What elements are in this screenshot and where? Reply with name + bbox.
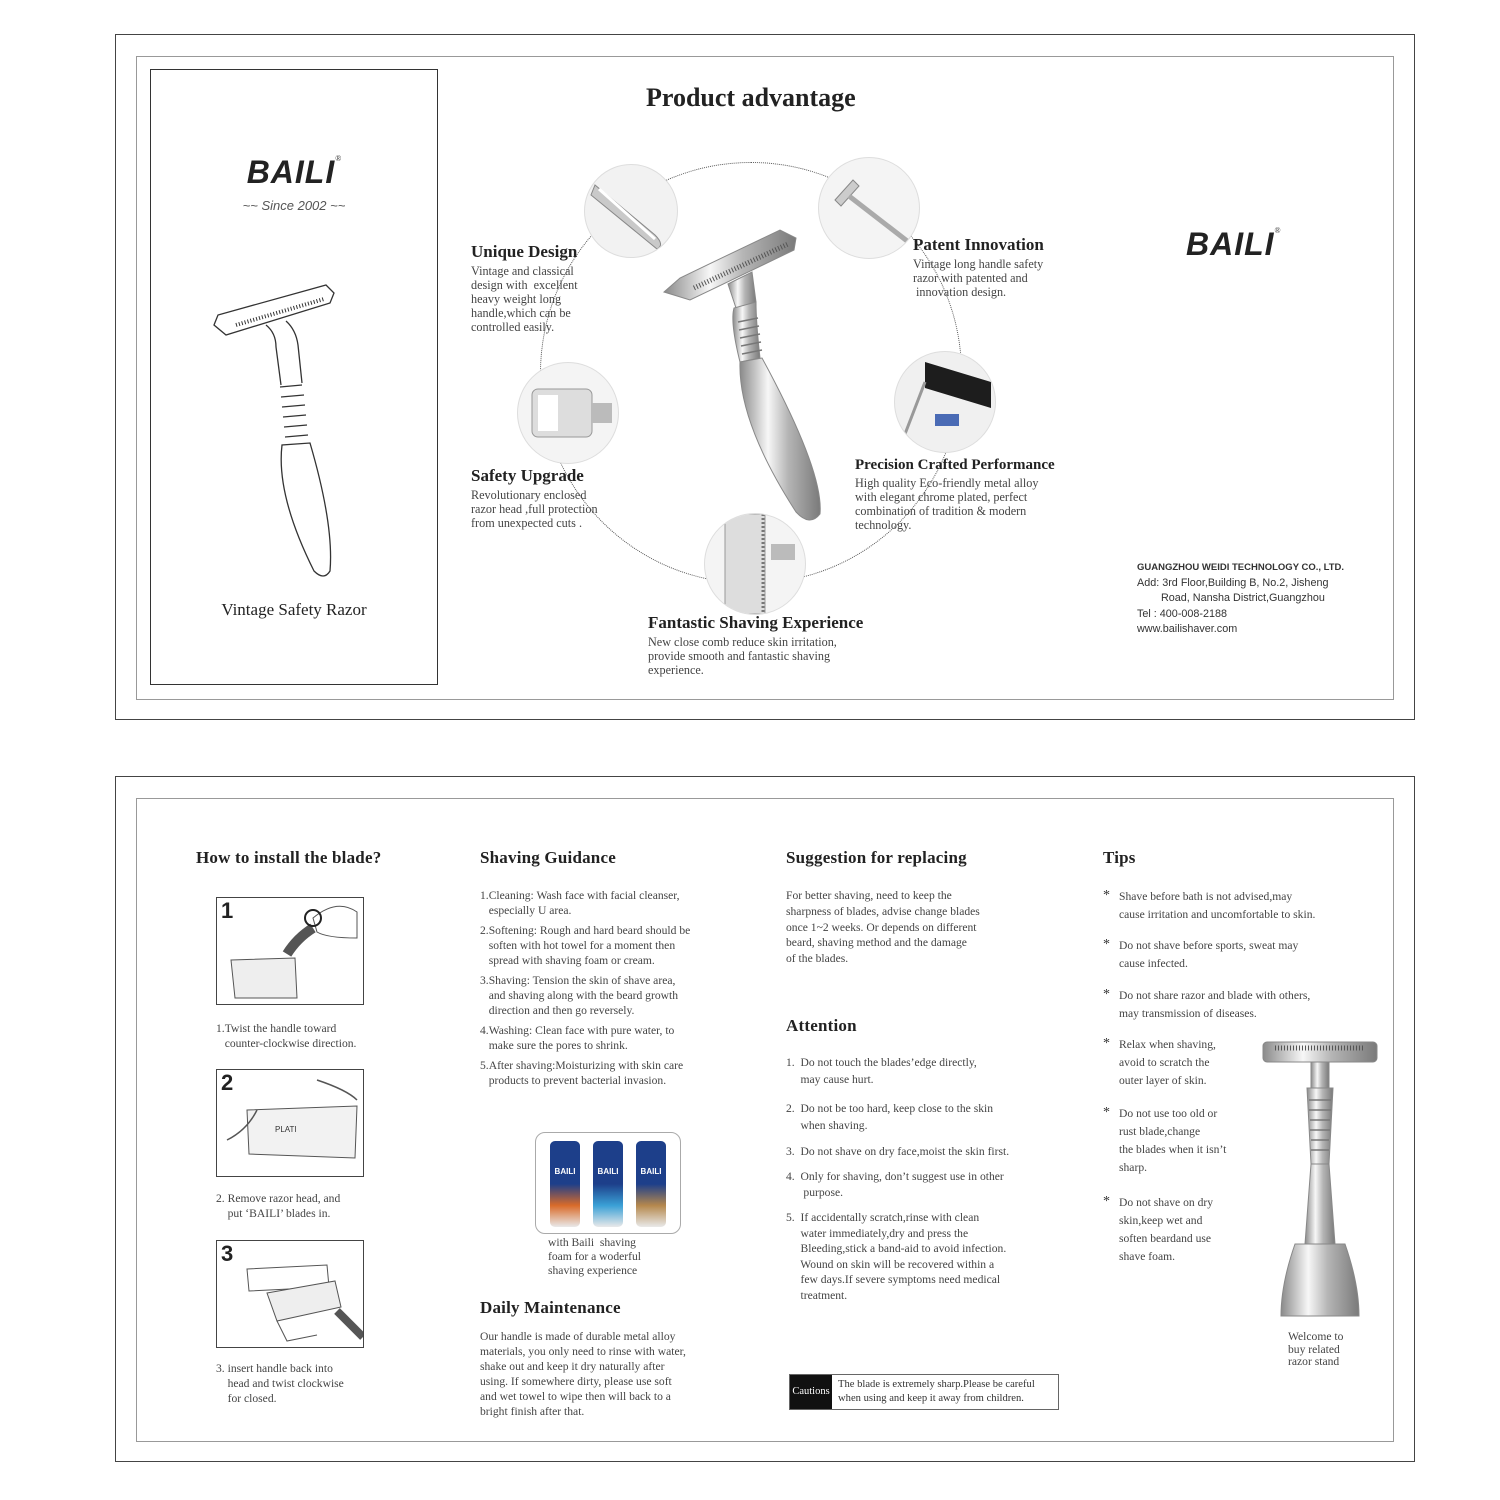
install-step-1-image [216,897,364,1005]
feature-text: High quality Eco-friendly metal alloy with elegant chrome plated, perfect combination of tradition & modern technology. [855,476,1039,532]
foam-can [550,1141,580,1227]
tip-item [1103,1194,1213,1266]
install-step-1-text: 1.Twist the handle toward counter-clockwise direction. [216,1022,357,1050]
feature-title: Safety Upgrade [471,466,584,485]
foam-caption: with Baili shaving foam for a woderful shaving experience [548,1236,642,1277]
replacing-text: For better shaving, need to keep the sharpness of blades, advise change blades once 1~2 weeks. Or depends on different beard, shaving method and the damage of the blades. [786,889,980,966]
feature-text: Vintage and classical design with excellent heavy weight long handle,which can be controlled easily. [471,264,578,334]
step-number: 2 [221,1070,234,1095]
tips-title: Tips [1103,848,1136,867]
feature-unique-design [471,242,578,334]
caution-box [789,1374,1059,1410]
guidance-title: Shaving Guidance [480,848,616,867]
company-info [1137,560,1344,638]
thumb-razor-head [517,362,619,464]
swirl-left-icon: ~~ [242,198,262,213]
registered-mark: ® [1274,226,1281,235]
tip-item [1103,987,1310,1022]
thumb-package-box [894,351,996,453]
since-text: Since 2002 [261,198,327,213]
attention-item: 4. Only for shaving, don’t suggest use in other purpose. [786,1170,1004,1199]
registered-mark: ® [335,154,342,163]
guidance-item: 4.Washing: Clean face with pure water, to make sure the pores to shrink. [480,1024,675,1052]
feature-text: Vintage long handle safety razor with patented and innovation design. [913,257,1044,299]
tip-text: Do not shave on dry skin,keep wet and soften beardand use shave foam. [1119,1196,1214,1263]
product-name: Vintage Safety Razor [221,600,367,619]
since-line [151,198,437,213]
feature-title: Unique Design [471,242,578,261]
foam-can [593,1141,623,1227]
install-step-3-text: 3. insert handle back into head and twist clockwise for closed. [216,1362,344,1405]
tip-item [1103,1036,1216,1090]
feature-text: New close comb reduce skin irritation, provide smooth and fantastic shaving experience. [648,635,837,677]
can-label: BAILI [597,1167,619,1176]
tip-bullet: * [1103,1105,1110,1120]
replacing-title: Suggestion for replacing [786,848,967,867]
tip-bullet: * [1103,987,1110,1002]
feature-title: Patent Innovation [913,235,1044,254]
foam-can [636,1141,666,1227]
feature-safety-upgrade [471,466,598,530]
tip-item [1103,1105,1226,1177]
install-step-2-text: 2. Remove razor head, and put ‘BAILI’ blades in. [216,1192,341,1220]
feature-fantastic-shaving [648,613,863,677]
caution-text: The blade is extremely sharp.Please be careful when using and keep it away from children. [838,1379,1035,1404]
attention-item: 3. Do not shave on dry face,moist the skin first. [786,1145,1010,1158]
tip-item [1103,937,1298,972]
feature-text: Revolutionary enclosed razor head ,full protection from unexpected cuts . [471,488,598,530]
brand-logo-text: BAILI [246,154,336,190]
attention-title: Attention [786,1016,857,1035]
company-address-2: Road, Nansha District,Guangzhou [1161,592,1325,604]
maintenance-title: Daily Maintenance [480,1298,621,1317]
company-tel: Tel : 400-008-2188 [1137,607,1228,620]
guidance-item: 5.After shaving:Moisturizing with skin care products to prevent bacterial invasion. [480,1059,684,1087]
guidance-item: 2.Softening: Rough and hard beard should be soften with hot towel for a moment then spread with shaving foam or cream. [480,924,691,967]
install-step-3-image [216,1240,364,1348]
can-label: BAILI [554,1167,576,1176]
company-address-1: Add: 3rd Floor,Building B, No.2, Jisheng [1137,576,1329,589]
attention-item: 5. If accidentally scratch,rinse with clean water immediately,dry and press the Bleeding,stick a band-aid to avoid infection. Wound on skin will be recovered within a few days.If severe symptoms need medical treatment. [786,1211,1007,1302]
feature-title: Fantastic Shaving Experience [648,613,864,632]
feature-patent-innovation [913,235,1044,299]
guidance-item: 3.Shaving: Tension the skin of shave area, and shaving along with the beard growth direction and then go reversely. [480,974,679,1017]
tip-bullet: * [1103,1194,1110,1209]
razor-stand-image [1255,1034,1385,1324]
company-web[interactable]: www.bailishaver.com [1137,623,1238,635]
feature-precision-crafted [855,457,1055,532]
guidance-list [480,888,690,1088]
razor-line-illustration [206,275,396,585]
install-step-2-image [216,1069,364,1177]
cover-panel [150,69,438,685]
feature-title: Precision Crafted Performance [855,457,1055,473]
brand-logo-right [1186,226,1281,263]
attention-list [786,1054,1009,1303]
can-label: BAILI [640,1167,662,1176]
brand-logo [151,154,437,191]
shaving-foam-image [535,1132,681,1234]
swirl-right-icon: ~~ [326,198,346,213]
tip-text: Do not use too old or rust blade,change the blades when it isn’t sharp. [1119,1107,1227,1174]
product-advantage-title: Product advantage [646,83,856,112]
guidance-item: 1.Cleaning: Wash face with facial cleanser, especially U area. [480,889,680,917]
tip-text: Do not shave before sports, sweat may cause infected. [1119,939,1299,970]
main-razor-image [660,222,850,532]
tip-bullet: * [1103,937,1110,952]
maintenance-text: Our handle is made of durable metal alloy materials, you only need to rinse with water, shake out and keep it dry naturally after using. If somewhere dirty, please use soft and wet towel to wipe then will back to a bright finish after that. [480,1330,686,1418]
tip-text: Relax when shaving, avoid to scratch the outer layer of skin. [1119,1038,1216,1087]
stand-caption: Welcome to buy related razor stand [1288,1330,1344,1368]
tip-bullet: * [1103,1036,1110,1051]
tip-text: Do not share razor and blade with others, may transmission of diseases. [1119,989,1311,1020]
install-title: How to install the blade? [196,848,382,867]
tip-item [1103,888,1315,923]
step-number: 3 [221,1241,234,1266]
step-number: 1 [221,898,234,923]
tip-text: Shave before bath is not advised,may cause irritation and uncomfortable to skin. [1119,890,1316,921]
tip-bullet: * [1103,888,1110,903]
company-name: GUANGZHOU WEIDI TECHNOLOGY CO., LTD. [1137,562,1345,573]
attention-item: 1. Do not touch the blades’edge directly, may cause hurt. [786,1056,977,1086]
svg-text:PLATI: PLATI [275,1125,297,1134]
caution-label: Cautions [790,1375,832,1409]
attention-item: 2. Do not be too hard, keep close to the skin when shaving. [786,1102,994,1132]
brand-logo-text: BAILI [1186,226,1275,262]
